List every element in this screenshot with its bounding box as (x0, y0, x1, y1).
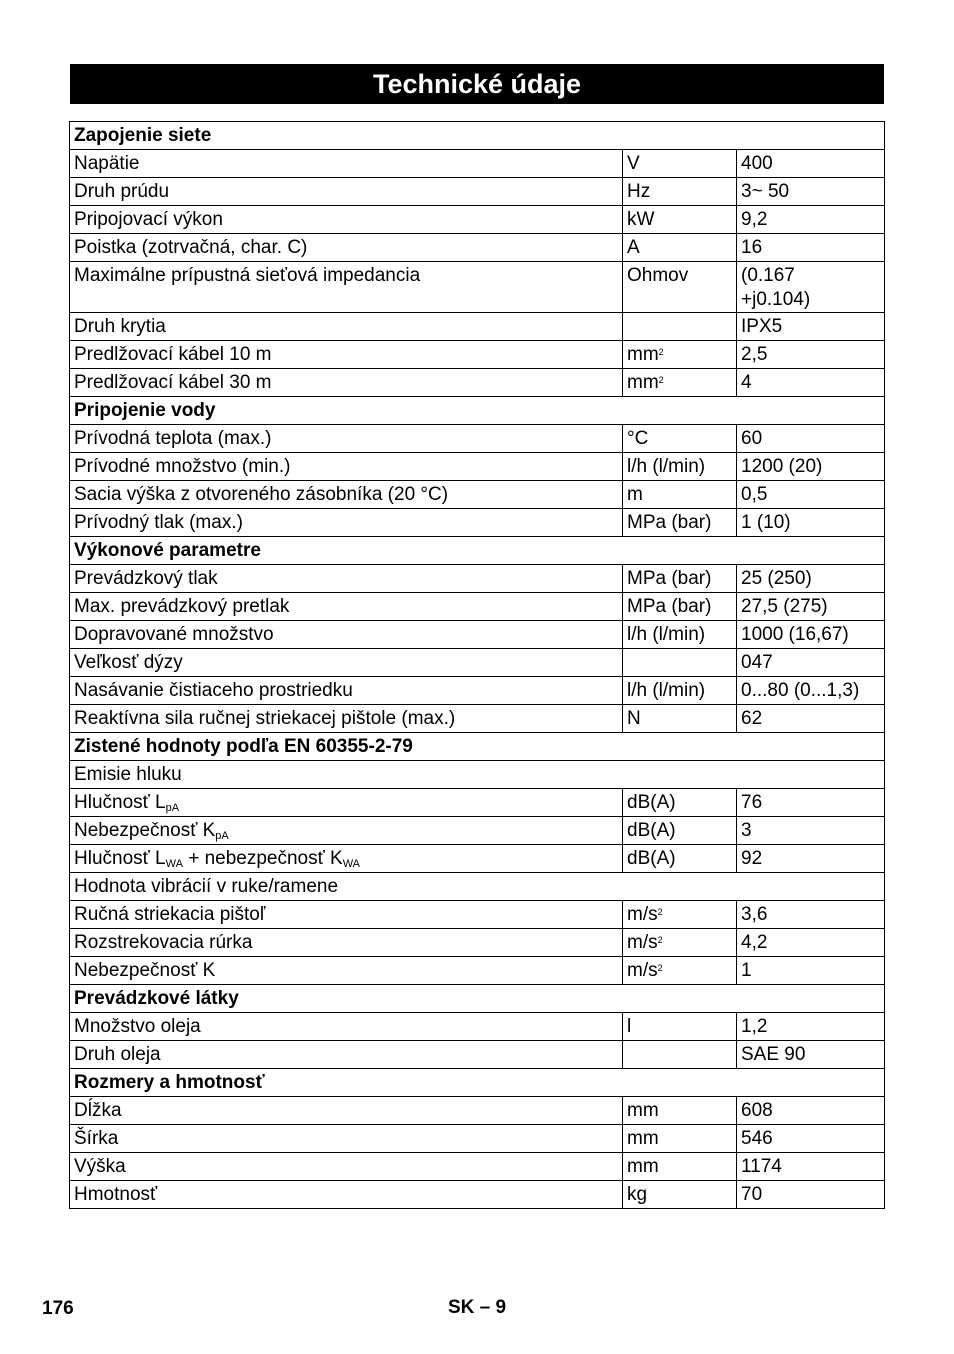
parameter-cell: Dopravované množstvo (70, 621, 623, 649)
parameter-cell: Poistka (zotrvačná, char. C) (70, 234, 623, 262)
table-row (70, 178, 885, 206)
table-row (70, 425, 885, 453)
value-cell: 3,6 (737, 901, 885, 929)
unit-cell: $m/s^2$ (623, 901, 737, 929)
value-cell: 4 (737, 369, 885, 397)
section-header-row (70, 1069, 885, 1097)
parameter-cell: Nasávanie čistiaceho prostriedku (70, 677, 623, 705)
parameter-cell: Reaktívna sila ručnej striekacej pištole (max.) (70, 705, 623, 733)
value-cell: 27,5 (275) (737, 593, 885, 621)
table-row (70, 1153, 885, 1181)
unit-cell (623, 1041, 737, 1069)
parameter-cell: Druh krytia (70, 313, 623, 341)
value-cell: 92 (737, 845, 885, 873)
unit-cell: kg (623, 1181, 737, 1209)
unit-cell: $m/s^2$ (623, 957, 737, 985)
value-cell: 60 (737, 425, 885, 453)
table-row (70, 150, 885, 178)
value-cell: (0.167 +j0.104) (737, 262, 885, 313)
unit-cell: dB(A) (623, 789, 737, 817)
parameter-cell: Predlžovací kábel 30 m (70, 369, 623, 397)
value-cell: 70 (737, 1181, 885, 1209)
parameter-cell: Veľkosť dýzy (70, 649, 623, 677)
value-cell: 62 (737, 705, 885, 733)
unit-cell: Hz (623, 178, 737, 206)
footer-code: SK – 9 (448, 1297, 507, 1318)
parameter-cell: Prívodná teplota (max.) (70, 425, 623, 453)
parameter-cell: Hlučnosť $L_{WA}$ + nebezpečnosť $K_{WA}$ (70, 845, 623, 873)
parameter-cell: Nebezpečnosť K (70, 957, 623, 985)
unit-cell: A (623, 234, 737, 262)
table-row (70, 1097, 885, 1125)
subheading-cell: Hodnota vibrácií v ruke/ramene (70, 873, 885, 901)
unit-cell: dB(A) (623, 817, 737, 845)
value-cell: 608 (737, 1097, 885, 1125)
value-cell: IPX5 (737, 313, 885, 341)
table-row (70, 593, 885, 621)
section-header-row (70, 985, 885, 1013)
parameter-cell: Druh oleja (70, 1041, 623, 1069)
parameter-cell: Predlžovací kábel 10 m (70, 341, 623, 369)
table-row (70, 873, 885, 901)
parameter-cell: Prevádzkový tlak (70, 565, 623, 593)
unit-cell: °C (623, 425, 737, 453)
unit-cell: mm (623, 1153, 737, 1181)
table-row (70, 845, 885, 873)
table-row (70, 817, 885, 845)
unit-cell: l/h (l/min) (623, 453, 737, 481)
value-cell: 047 (737, 649, 885, 677)
unit-cell: kW (623, 206, 737, 234)
unit-cell: $m/s^2$ (623, 929, 737, 957)
parameter-cell: Druh prúdu (70, 178, 623, 206)
parameter-cell: Maximálne prípustná sieťová impedancia (70, 262, 623, 313)
unit-cell: dB(A) (623, 845, 737, 873)
value-cell: 4,2 (737, 929, 885, 957)
section-heading: Výkonové parametre (70, 537, 885, 565)
unit-cell: mm (623, 1097, 737, 1125)
section-heading: Zapojenie siete (70, 122, 885, 150)
value-cell: 2,5 (737, 341, 885, 369)
unit-cell: V (623, 150, 737, 178)
table-row (70, 341, 885, 369)
section-header-row (70, 537, 885, 565)
unit-cell: mm (623, 1125, 737, 1153)
value-cell: 1 (10) (737, 509, 885, 537)
section-header-row (70, 122, 885, 150)
unit-cell (623, 313, 737, 341)
table-row (70, 565, 885, 593)
table-row (70, 901, 885, 929)
table-row (70, 1181, 885, 1209)
value-cell: 546 (737, 1125, 885, 1153)
table-row (70, 1013, 885, 1041)
value-cell: 0...80 (0...1,3) (737, 677, 885, 705)
value-cell: SAE 90 (737, 1041, 885, 1069)
parameter-cell: Množstvo oleja (70, 1013, 623, 1041)
parameter-cell: Max. prevádzkový pretlak (70, 593, 623, 621)
table-row (70, 761, 885, 789)
parameter-cell: Prívodné množstvo (min.) (70, 453, 623, 481)
unit-cell: $mm^2$ (623, 341, 737, 369)
table-row (70, 1125, 885, 1153)
unit-cell (623, 649, 737, 677)
parameter-cell: Výška (70, 1153, 623, 1181)
unit-cell: Ohmov (623, 262, 737, 313)
parameter-cell: Hmotnosť (70, 1181, 623, 1209)
parameter-cell: Pripojovací výkon (70, 206, 623, 234)
parameter-cell: Rozstrekovacia rúrka (70, 929, 623, 957)
table-row (70, 649, 885, 677)
page-title: Technické údaje (70, 64, 884, 104)
unit-cell: $mm^2$ (623, 369, 737, 397)
table-row (70, 206, 885, 234)
table-row (70, 705, 885, 733)
table-row (70, 677, 885, 705)
table-row (70, 234, 885, 262)
table-row (70, 1041, 885, 1069)
table-row (70, 509, 885, 537)
unit-cell: MPa (bar) (623, 593, 737, 621)
table-row (70, 453, 885, 481)
parameter-cell: Hlučnosť $L_{pA}$ (70, 789, 623, 817)
unit-cell: MPa (bar) (623, 565, 737, 593)
parameter-cell: Ručná striekacia pištoľ (70, 901, 623, 929)
section-header-row (70, 733, 885, 761)
table-row (70, 789, 885, 817)
table-row (70, 481, 885, 509)
section-heading: Prevádzkové látky (70, 985, 885, 1013)
section-header-row (70, 397, 885, 425)
table-row (70, 929, 885, 957)
value-cell: 3~ 50 (737, 178, 885, 206)
parameter-cell: Dĺžka (70, 1097, 623, 1125)
parameter-cell: Napätie (70, 150, 623, 178)
unit-cell: MPa (bar) (623, 509, 737, 537)
page-number: 176 (42, 1298, 74, 1319)
section-heading: Rozmery a hmotnosť (70, 1069, 885, 1097)
table-row (70, 313, 885, 341)
table-row (70, 262, 885, 313)
value-cell: 1174 (737, 1153, 885, 1181)
value-cell: 0,5 (737, 481, 885, 509)
subheading-cell: Emisie hluku (70, 761, 885, 789)
parameter-cell: Šírka (70, 1125, 623, 1153)
value-cell: 1200 (20) (737, 453, 885, 481)
value-cell: 9,2 (737, 206, 885, 234)
value-cell: 3 (737, 817, 885, 845)
section-heading: Zistené hodnoty podľa EN 60355-2-79 (70, 733, 885, 761)
table-row (70, 369, 885, 397)
value-cell: 76 (737, 789, 885, 817)
unit-cell: m (623, 481, 737, 509)
value-cell: 25 (250) (737, 565, 885, 593)
value-cell: 1000 (16,67) (737, 621, 885, 649)
table-row (70, 621, 885, 649)
value-cell: 1 (737, 957, 885, 985)
section-heading: Pripojenie vody (70, 397, 885, 425)
unit-cell: l/h (l/min) (623, 677, 737, 705)
unit-cell: N (623, 705, 737, 733)
technical-data-table (69, 121, 885, 1209)
value-cell: 400 (737, 150, 885, 178)
unit-cell: l (623, 1013, 737, 1041)
unit-cell: l/h (l/min) (623, 621, 737, 649)
parameter-cell: Nebezpečnosť $K_{pA}$ (70, 817, 623, 845)
table-row (70, 957, 885, 985)
parameter-cell: Sacia výška z otvoreného zásobníka (20 °C) (70, 481, 623, 509)
value-cell: 16 (737, 234, 885, 262)
parameter-cell: Prívodný tlak (max.) (70, 509, 623, 537)
value-cell: 1,2 (737, 1013, 885, 1041)
